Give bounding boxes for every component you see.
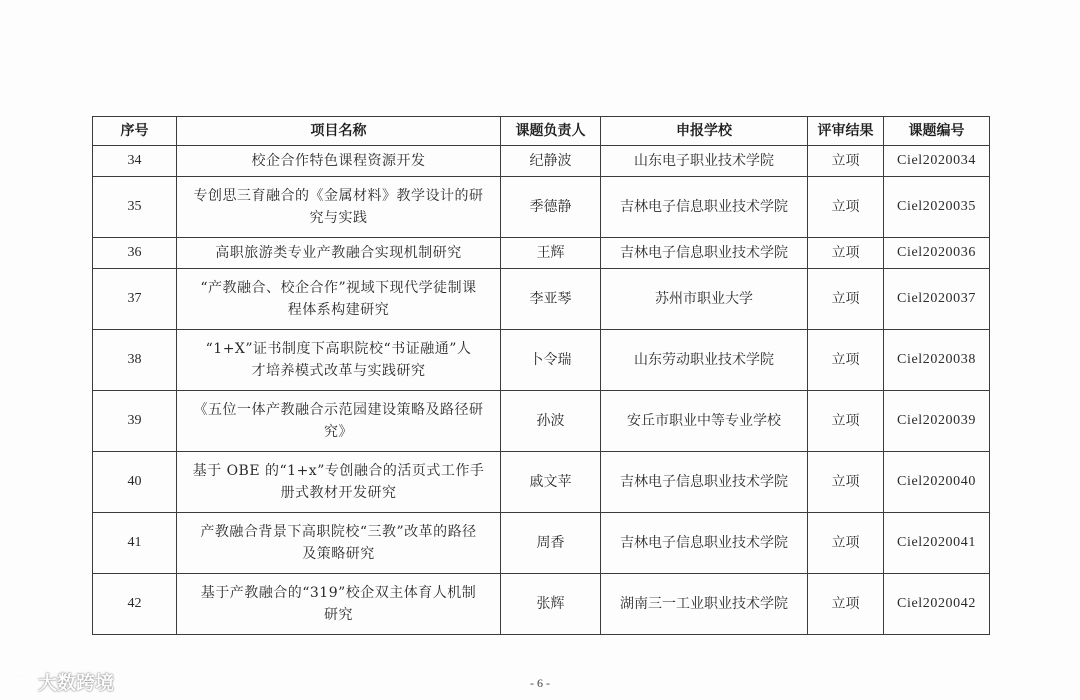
cell-code: Ciel2020036 [884, 238, 990, 269]
cell-result: 立项 [808, 269, 884, 330]
cell-code: Ciel2020041 [884, 513, 990, 574]
header-no: 序号 [93, 117, 177, 146]
project-name-line: 产教融合背景下高职院校“三教”改革的路径 [200, 524, 477, 540]
cell-no: 35 [93, 177, 177, 238]
project-name-line: 及策略研究 [302, 546, 375, 562]
cell-leader: 戚文苹 [501, 452, 601, 513]
cell-no: 38 [93, 330, 177, 391]
cell-result: 立项 [808, 330, 884, 391]
cell-project-name [177, 513, 501, 574]
cell-leader: 纪静波 [501, 146, 601, 177]
cell-project-name [177, 391, 501, 452]
cell-code: Ciel2020040 [884, 452, 990, 513]
header-school: 申报学校 [601, 117, 808, 146]
table-row [93, 391, 990, 452]
cell-result: 立项 [808, 452, 884, 513]
cell-result: 立项 [808, 177, 884, 238]
cell-project-name [177, 269, 501, 330]
project-name-line: 究与实践 [309, 210, 368, 226]
watermark-text: 大数跨境 [38, 671, 115, 694]
cell-no: 39 [93, 391, 177, 452]
cell-school: 山东劳动职业技术学院 [601, 330, 808, 391]
header-project-name: 项目名称 [177, 117, 501, 146]
cell-no: 34 [93, 146, 177, 177]
cell-leader: 周香 [501, 513, 601, 574]
table-header [93, 117, 990, 146]
table-row [93, 269, 990, 330]
cell-code: Ciel2020038 [884, 330, 990, 391]
page-number: - 6 - [530, 676, 550, 690]
project-name-line: 基于产教融合的“319”校企双主体育人机制 [200, 585, 477, 601]
watermark [8, 668, 114, 694]
cell-result: 立项 [808, 574, 884, 635]
cell-code: Ciel2020042 [884, 574, 990, 635]
cell-result: 立项 [808, 238, 884, 269]
project-name-line: 才培养模式改革与实践研究 [251, 363, 426, 379]
cell-code: Ciel2020039 [884, 391, 990, 452]
project-name-line: 基于 OBE 的“1+x”专创融合的活页式工作手 [192, 463, 485, 479]
project-table [92, 116, 990, 635]
project-name-line: 校企合作特色课程资源开发 [251, 153, 426, 169]
cell-school: 吉林电子信息职业技术学院 [601, 452, 808, 513]
cell-result: 立项 [808, 146, 884, 177]
cell-school: 吉林电子信息职业技术学院 [601, 238, 808, 269]
project-name-line: “产教融合、校企合作”视域下现代学徒制课 [200, 280, 477, 296]
header-result: 评审结果 [808, 117, 884, 146]
cell-leader: 张辉 [501, 574, 601, 635]
cell-result: 立项 [808, 513, 884, 574]
cell-school: 吉林电子信息职业技术学院 [601, 513, 808, 574]
cell-school: 湖南三一工业职业技术学院 [601, 574, 808, 635]
table-row [93, 238, 990, 269]
table-row [93, 574, 990, 635]
cell-leader: 王辉 [501, 238, 601, 269]
project-name-line: 《五位一体产教融合示范园建设策略及路径研 [193, 402, 484, 418]
cell-no: 41 [93, 513, 177, 574]
cell-no: 42 [93, 574, 177, 635]
table-row [93, 146, 990, 177]
cell-school: 苏州市职业大学 [601, 269, 808, 330]
cell-leader: 卜令瑞 [501, 330, 601, 391]
cell-school: 吉林电子信息职业技术学院 [601, 177, 808, 238]
project-name-line: 研究 [324, 607, 353, 623]
project-name-line: 高职旅游类专业产教融合实现机制研究 [215, 245, 462, 261]
table-body [93, 146, 990, 635]
cell-leader: 季德静 [501, 177, 601, 238]
cell-project-name [177, 177, 501, 238]
cell-leader: 孙波 [501, 391, 601, 452]
project-name-line: 究》 [324, 424, 353, 440]
cell-school: 山东电子职业技术学院 [601, 146, 808, 177]
cell-code: Ciel2020037 [884, 269, 990, 330]
cell-no: 40 [93, 452, 177, 513]
cell-project-name [177, 452, 501, 513]
project-name-line: “1+X”证书制度下高职院校“书证融通”人 [205, 341, 472, 357]
header-code: 课题编号 [884, 117, 990, 146]
table-row [93, 452, 990, 513]
chat-bubble-logo-icon [8, 669, 34, 693]
cell-code: Ciel2020035 [884, 177, 990, 238]
cell-leader: 李亚琴 [501, 269, 601, 330]
cell-no: 37 [93, 269, 177, 330]
cell-code: Ciel2020034 [884, 146, 990, 177]
cell-project-name [177, 330, 501, 391]
table-row [93, 513, 990, 574]
table-row [93, 177, 990, 238]
cell-project-name [177, 238, 501, 269]
cell-school: 安丘市职业中等专业学校 [601, 391, 808, 452]
cell-no: 36 [93, 238, 177, 269]
cell-project-name [177, 146, 501, 177]
cell-result: 立项 [808, 391, 884, 452]
project-name-line: 专创思三育融合的《金属材料》教学设计的研 [193, 188, 484, 204]
project-name-line: 程体系构建研究 [287, 302, 390, 318]
project-name-line: 册式教材开发研究 [280, 485, 397, 501]
header-leader: 课题负责人 [501, 117, 601, 146]
table-row [93, 330, 990, 391]
cell-project-name [177, 574, 501, 635]
